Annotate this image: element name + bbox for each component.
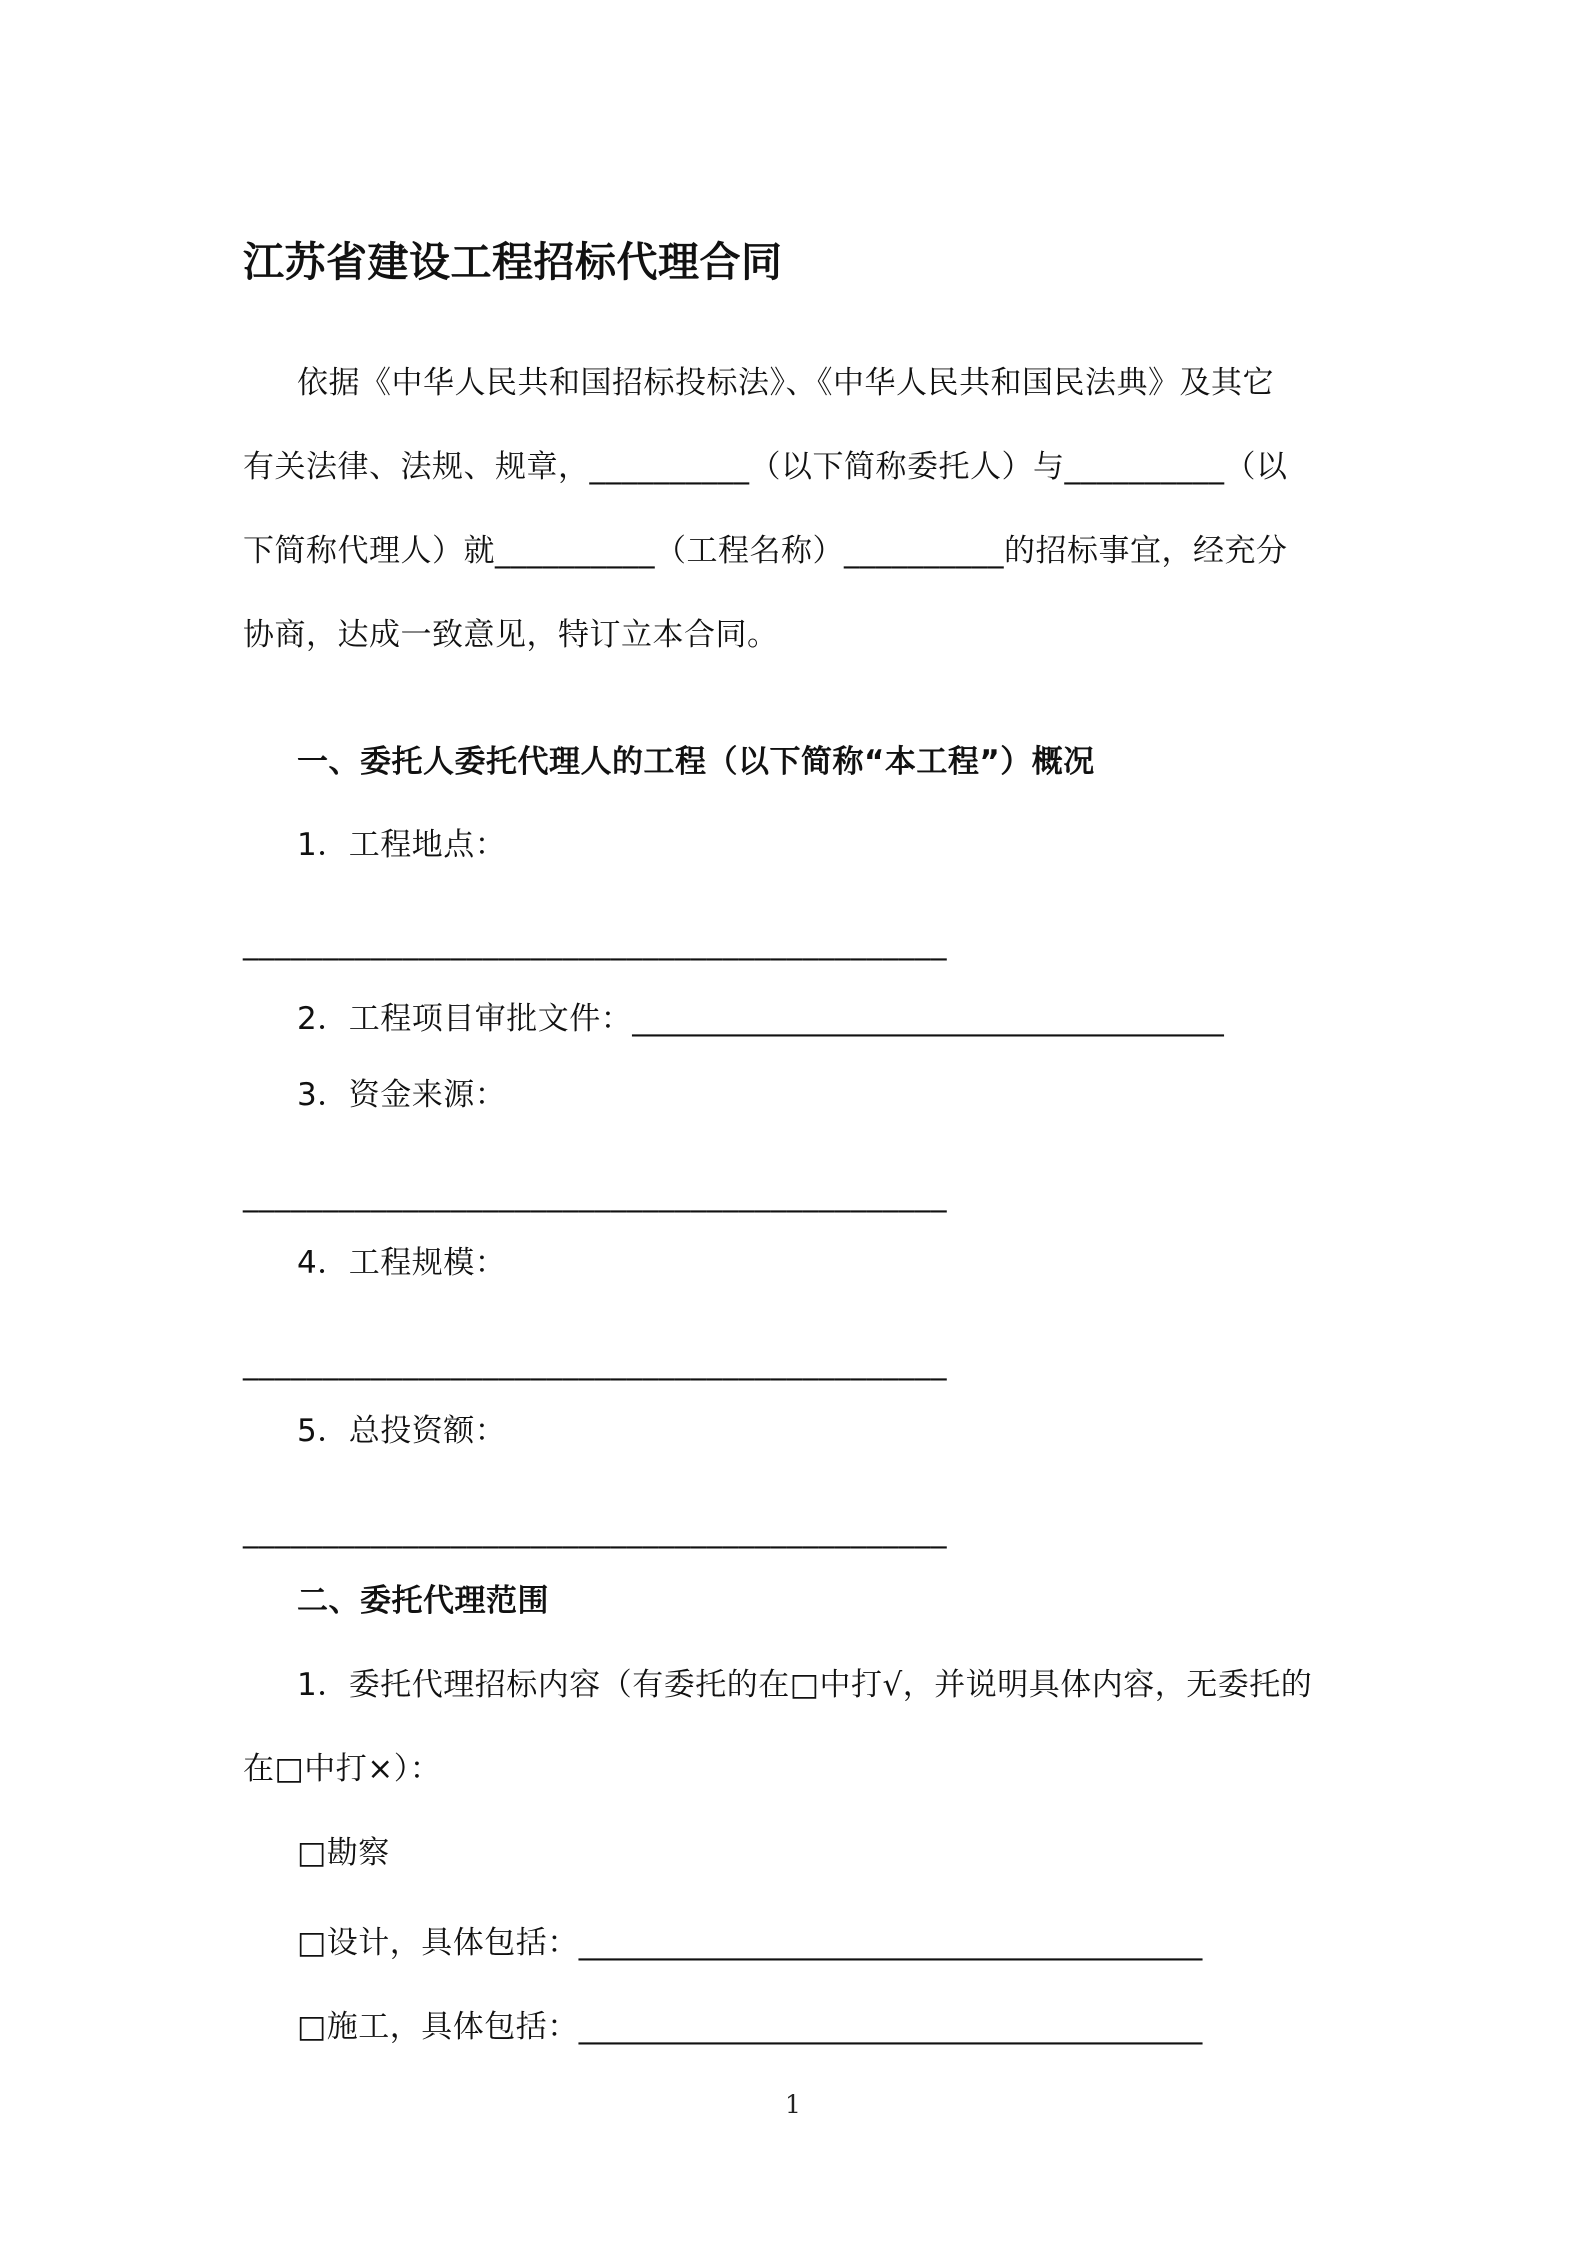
- option-construction: □施工，具体包括：_______________________________________: [297, 2009, 1203, 2045]
- content-line-2: 在□中打×）：: [243, 1751, 442, 1787]
- section1-heading: 一、委托人委托代理人的工程（以下简称“本工程”）概况: [297, 744, 1095, 780]
- option-survey: □勘察: [297, 1835, 390, 1871]
- funding-label: 3．资金来源：: [297, 1077, 507, 1113]
- funding-blank: ____________________________________________: [243, 1177, 947, 1213]
- page-number: 1: [785, 2090, 801, 2119]
- intro-line-1: 依据《中华人民共和国招标投标法》、《中华人民共和国民法典》及其它: [297, 365, 1274, 401]
- option-design: □设计，具体包括：_______________________________________: [297, 1925, 1203, 1961]
- investment-blank: ____________________________________________: [243, 1513, 947, 1549]
- document-title: 江苏省建设工程招标代理合同: [243, 238, 783, 286]
- intro-line-4: 协商，达成一致意见，特订立本合同。: [243, 617, 779, 653]
- scale-label: 4．工程规模：: [297, 1245, 507, 1281]
- approval-line: 2．工程项目审批文件：_____________________________________: [297, 1001, 1225, 1037]
- content-line-1: 1．委托代理招标内容（有委托的在□中打√，并说明具体内容，无委托的: [297, 1667, 1313, 1703]
- scale-blank: ____________________________________________: [243, 1345, 947, 1381]
- site-blank: ____________________________________________: [243, 925, 947, 961]
- section2-heading: 二、委托代理范围: [297, 1583, 549, 1619]
- investment-label: 5．总投资额：: [297, 1413, 507, 1449]
- intro-line-2: 有关法律、法规、规章，__________（以下简称委托人）与__________（以: [243, 449, 1288, 485]
- site-label: 1．工程地点：: [297, 827, 507, 863]
- intro-line-3: 下简称代理人）就__________（工程名称）__________的招标事宜，经充分: [243, 533, 1288, 569]
